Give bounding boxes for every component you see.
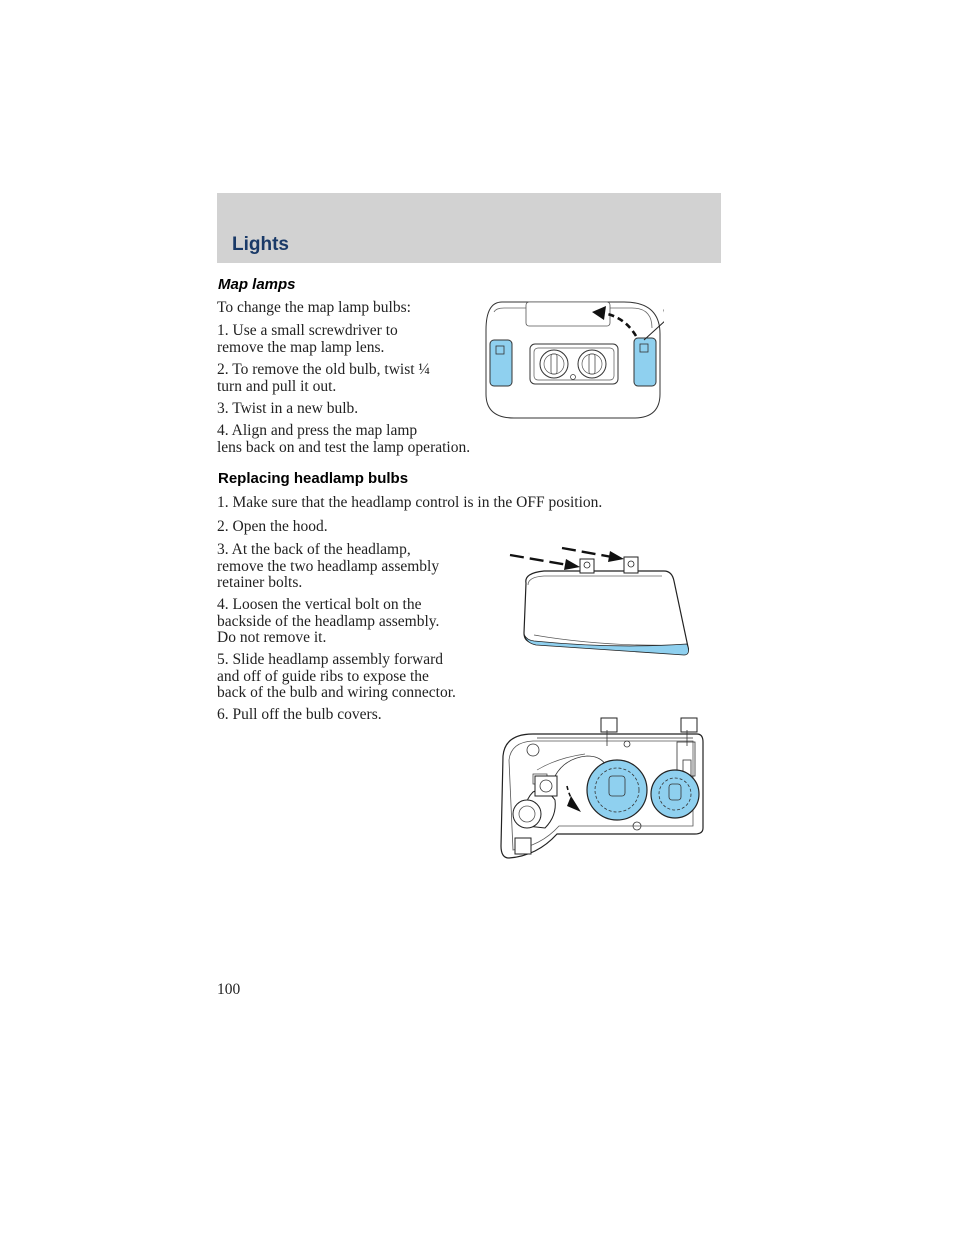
map-lamp-step-1: 1. Use a small screwdriver to remove the map lamp lens. <box>217 322 398 356</box>
map-lamps-intro: To change the map lamp bulbs: <box>217 299 411 316</box>
headlamp-step-5: 5. Slide headlamp assembly forward and off of guide ribs to expose the back of the bulb and wiring connector. <box>217 651 456 701</box>
headlamp-step-1: 1. Make sure that the headlamp control is in the OFF position. <box>217 494 603 511</box>
headlamp-step-2: 2. Open the hood. <box>217 518 328 535</box>
section-title: Lights <box>232 234 289 255</box>
headlamp-assembly-figure <box>504 545 692 661</box>
map-lamp-step-3: 3. Twist in a new bulb. <box>217 400 359 417</box>
headlamp-rear-figure <box>497 716 707 864</box>
headlamp-step-6: 6. Pull off the bulb covers. <box>217 706 382 723</box>
headlamp-step-4: 4. Loosen the vertical bolt on the backside of the headlamp assembly. Do not remove it. <box>217 596 440 646</box>
page-number: 100 <box>217 981 241 998</box>
map-lamps-heading: Map lamps <box>218 276 296 293</box>
section-header <box>217 193 721 263</box>
headlamp-heading: Replacing headlamp bulbs <box>218 470 409 487</box>
map-lamp-step-2: 2. To remove the old bulb, twist ¼ turn and pull it out. <box>217 361 431 395</box>
headlamp-step-3: 3. At the back of the headlamp, remove the two headlamp assembly retainer bolts. <box>217 541 440 591</box>
map-lamp-step-4: 4. Align and press the map lamp lens back on and test the lamp operation. <box>217 422 471 456</box>
map-lamp-console-figure <box>484 298 664 422</box>
